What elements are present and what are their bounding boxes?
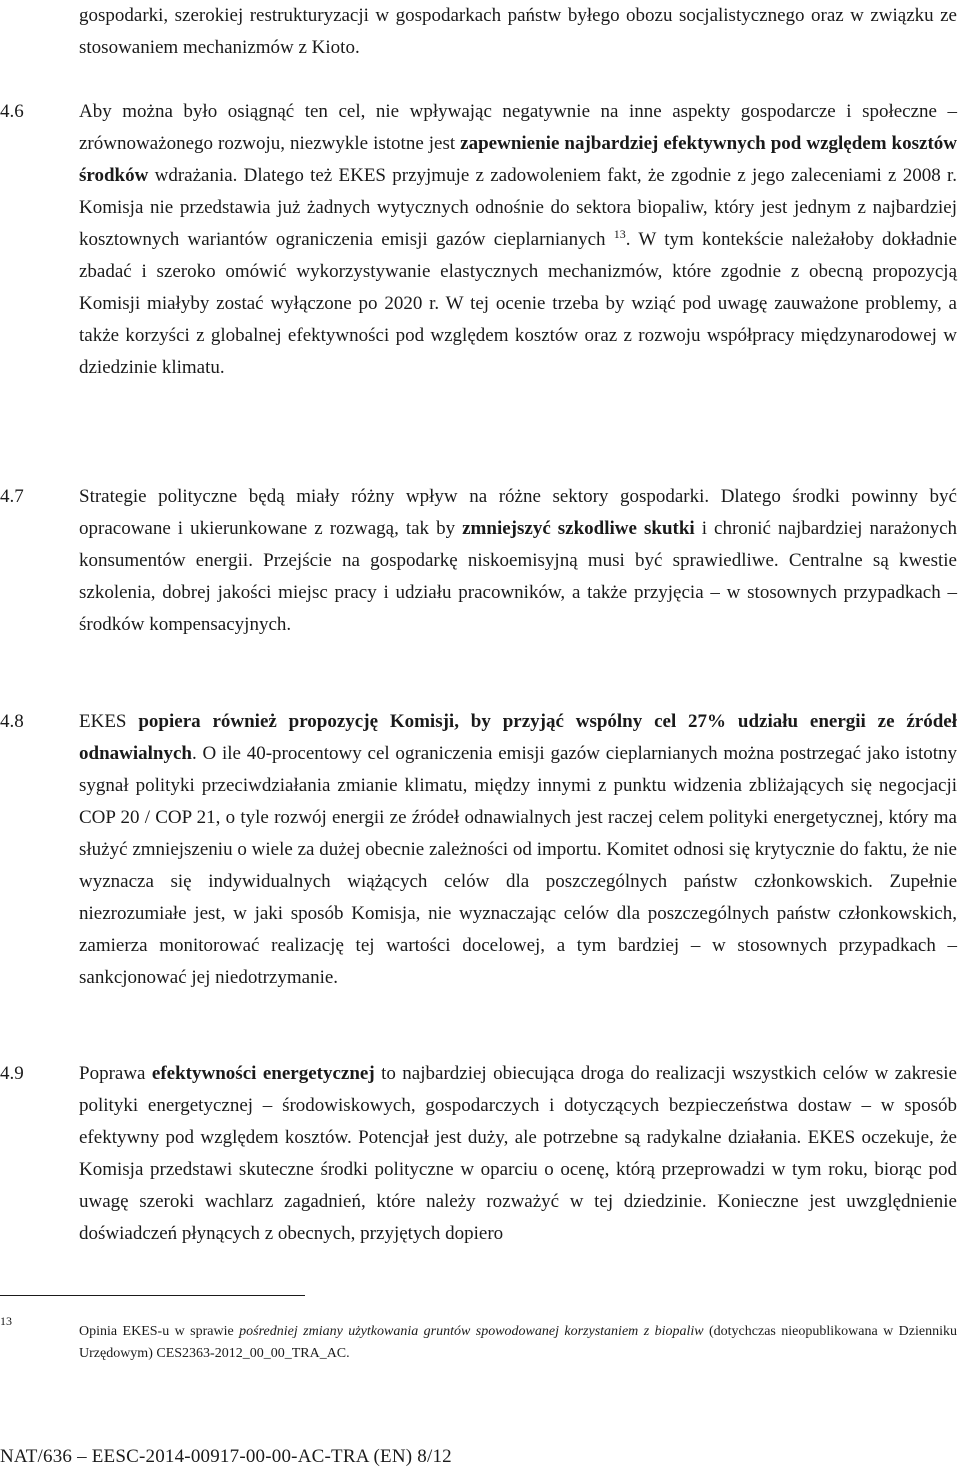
paragraph-text [79,481,957,641]
paragraph-number: 4.7 [0,486,24,507]
text-run: Aby można było osiągnąć ten cel, nie wpływając negatywnie na inne aspekty gospodarcze i społeczne – zrównoważonego rozwoju, niezwykle istotne jest [79,101,957,154]
text-run: . W tym kontekście należałoby dokładnie zbadać i szeroko omówić wykorzystywanie elastycznych mechanizmów, które zgodnie z obecną propozycją Komisji miałyby zostać wyłączone po 2020 r. W tej ocenie trzeba by wziąć pod uwagę zauważone problemy, a także korzyści z globalnej efektywności pod względem kosztów oraz z rozwoju współpracy międzynarodowej w dziedzinie klimatu. [79,229,957,378]
italic-run: pośredniej zmiany użytkowania gruntów spowodowanej korzystaniem z biopaliw [239,1324,704,1339]
paragraph-number: 4.9 [0,1063,24,1084]
paragraph-text [79,706,957,994]
text-run: wdrażania. Dlatego też EKES przyjmuje z zadowoleniem fakt, że zgodnie z jego zaleceniami z 2008 r. Komisja nie przedstawia już żadnych wytycznych odnośnie do sektora biopaliw, który jest jednym z najbardziej kosztownych wariantów ograniczenia emisji gazów cieplarnianych [79,165,957,250]
bold-run: zmniejszyć szkodliwe skutki [462,518,695,539]
text-run: EKES [79,711,139,732]
bold-run: efektywności energetycznej [151,1063,375,1084]
text-run: Opinia EKES-u w sprawie [79,1324,240,1339]
text-run: Strategie polityczne będą miały różny wpływ na różne sektory gospodarki. Dlatego środki powinny być opracowane i ukierunkowane z rozwagą, tak by [79,486,957,539]
footnote-reference[interactable]: 13 [613,227,626,241]
footnote-text [79,1321,957,1365]
paragraph-number: 4.8 [0,711,24,732]
text-run: to najbardziej obiecująca droga do realizacji wszystkich celów w zakresie polityki energetycznej – środowiskowych, gospodarczych i dotyczących bezpieczeństwa dostaw – w sposób efektywny pod względem kosztów. Potencjał jest duży, ale potrzebne są radykalne działania. EKES oczekuje, że Komisja przedstawi skuteczne środki polityczne w oparciu o ocenę, którą przeprowadzi w tym roku, biorąc pod uwagę szeroki wachlarz zagadnień, które należy rozważyć w tej dziedzinie. Konieczne jest uwzględnienie doświadczeń płynących z obecnych, przyjętych dopiero [79,1063,957,1244]
paragraph-text [79,1058,957,1250]
text-run: . O ile 40-procentowy cel ograniczenia emisji gazów cieplarnianych można postrzegać jako istotny sygnał polityki przeciwdziałania zmianie klimatu, między innymi z punktu widzenia zbliżających się negocjacji COP 20 / COP 21, o tyle rozwój energii ze źródeł odnawialnych jest raczej celem polityki energetycznej, który ma służyć zmniejszeniu o wiele za dużej obecnie zależności od importu. Komitet odnosi się krytycznie do faktu, że nie wyznacza się indywidualnych wiążących celów dla poszczególnych państw członkowskich. Zupełnie niezrozumiałe jest, w jaki sposób Komisja, nie wyznaczając celów dla poszczególnych państw członkowskich, zamierza monitorować realizację tej wartości docelowej, a tym bardziej – w stosownych przypadkach – sankcjonować jej niedotrzymanie. [79,743,957,988]
paragraph-text [79,0,957,64]
text-run: (dotychczas nieopublikowana w Dzienniku Urzędowym) CES2363-2012_00_00_TRA_AC. [79,1324,957,1361]
text-run: gospodarki, szerokiej restrukturyzacji w gospodarkach państw byłego obozu socjalistycznego oraz w związku ze stosowaniem mechanizmów z Kioto. [79,5,957,58]
paragraph-number: 4.6 [0,101,24,122]
text-run: i chronić najbardziej narażonych konsumentów energii. Przejście na gospodarkę niskoemisyjną musi być sprawiedliwe. Centralne są kwestie szkolenia, dobrej jakości miejsc pracy i udziału pracowników, a także przyjęcia – w stosownych przypadkach – środków kompensacyjnych. [79,518,957,635]
bold-run: zapewnienie najbardziej efektywnych pod względem kosztów środków [79,133,957,186]
footnote-separator [0,1295,305,1296]
footnote-mark: 13 [0,1314,12,1328]
bold-run: popiera również propozycję Komisji, by przyjąć wspólny cel 27% udziału energii ze źródeł odnawialnych [79,711,957,764]
text-run: Poprawa [79,1063,152,1084]
paragraph-text [79,96,957,384]
page-footer-reference: NAT/636 – EESC-2014-00917-00-00-AC-TRA (EN) 8/12 [0,1446,452,1467]
